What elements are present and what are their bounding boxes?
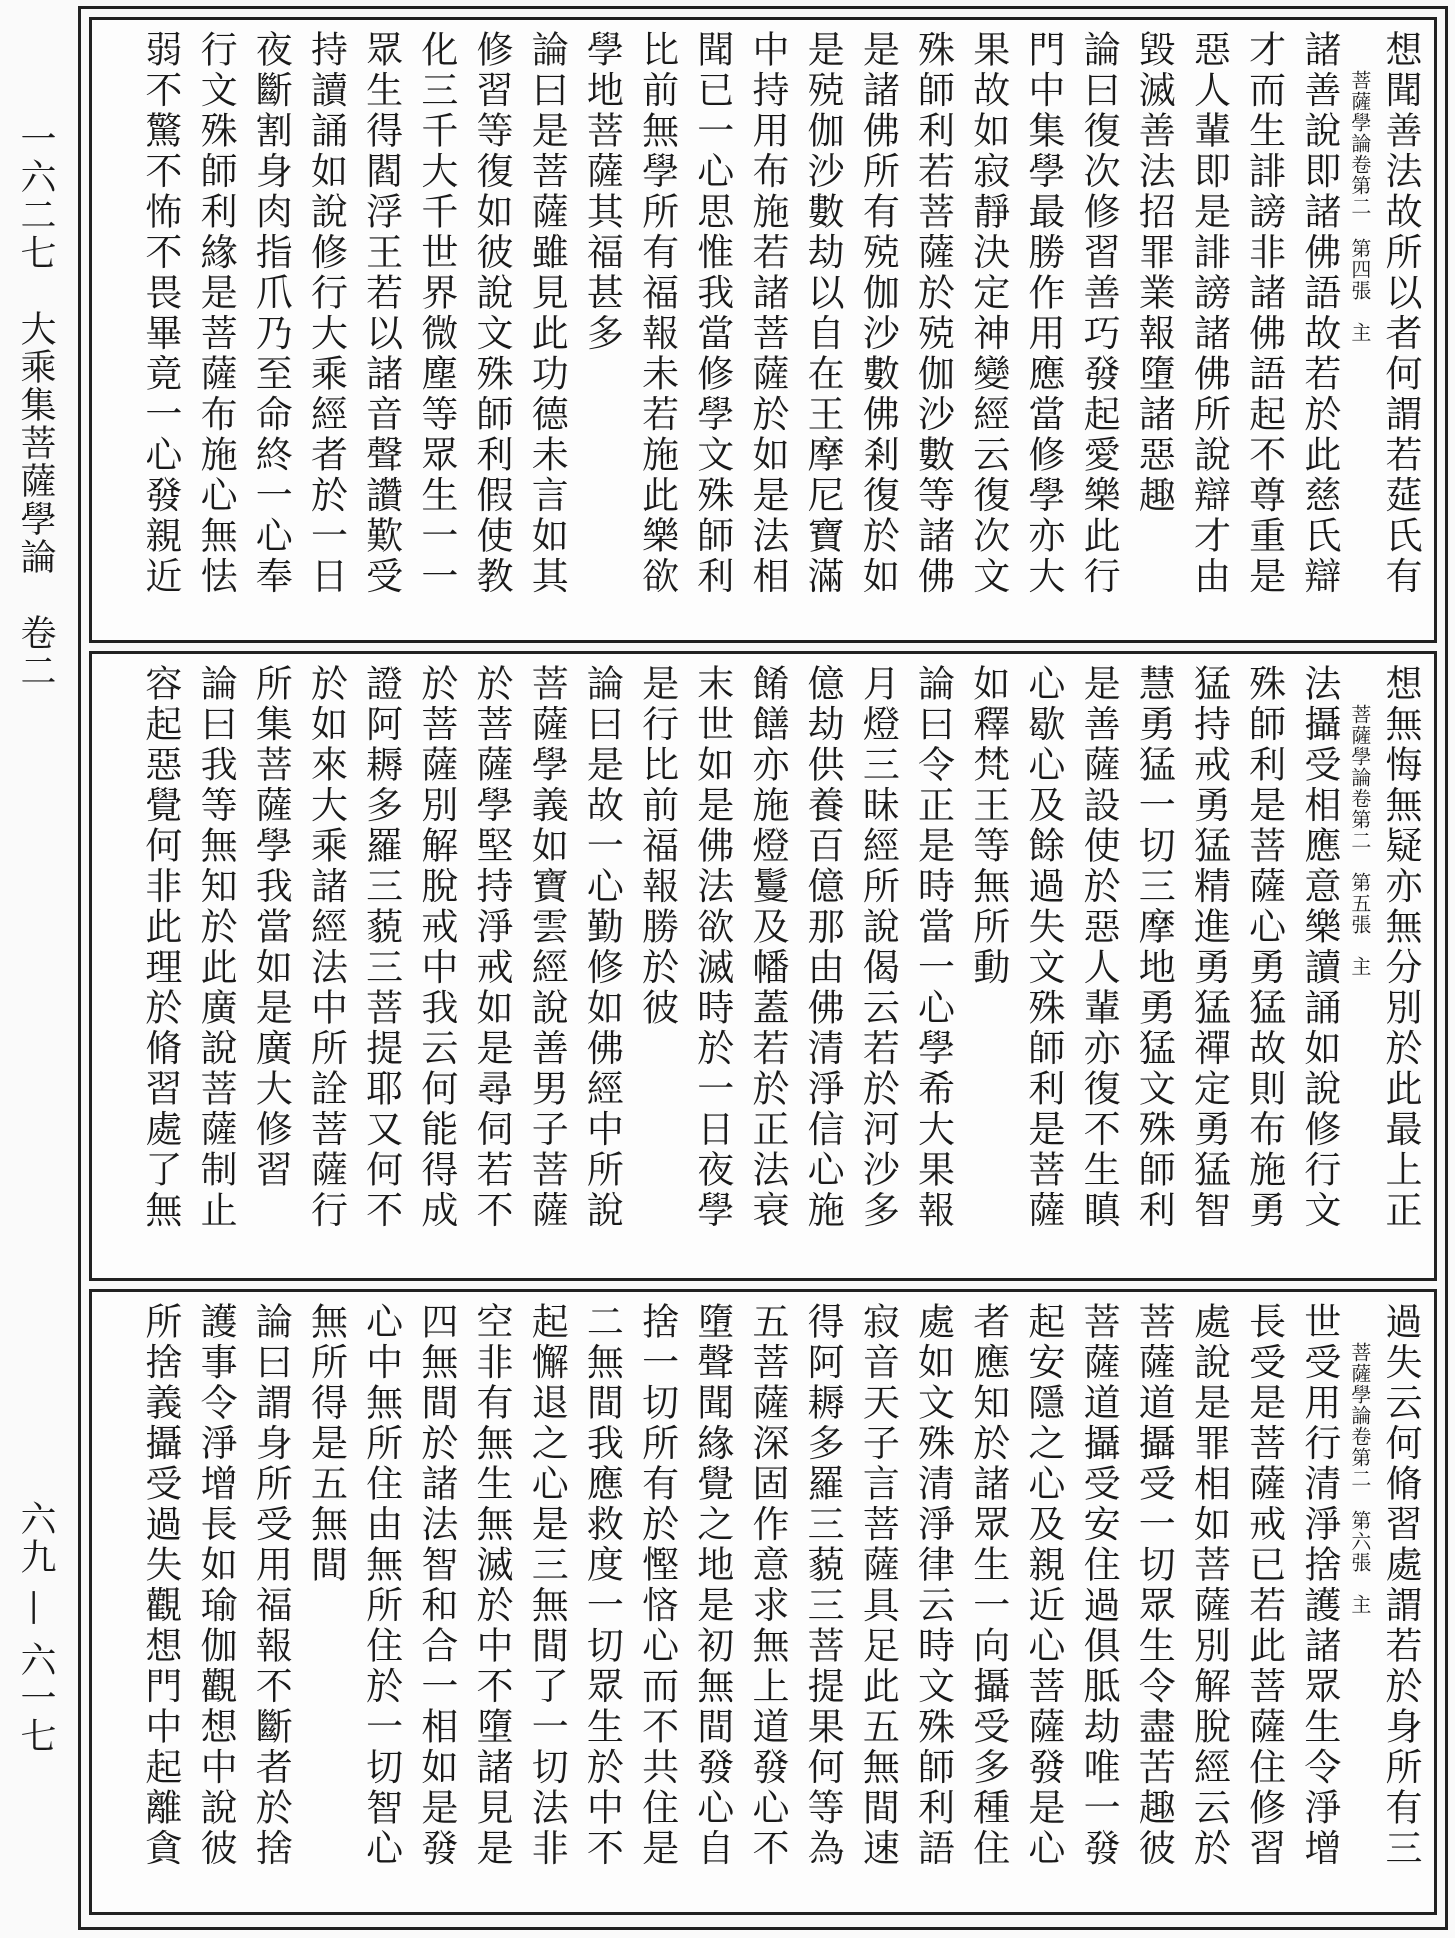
text-column: 世受用行清淨捨護諸眾生令淨增 bbox=[1297, 1302, 1341, 1869]
text-column: 才而生誹謗非諸佛語起不尊重是 bbox=[1242, 30, 1286, 597]
text-column: 毀滅善法招罪業報墮諸惡趣 bbox=[1132, 30, 1176, 516]
text-column: 法攝受相應意樂讀誦如說修行文 bbox=[1297, 664, 1341, 1231]
text-column: 弱不驚不怖不畏畢竟一心發親近 bbox=[138, 30, 182, 597]
text-column: 者應知於諸眾生一向攝受多種住 bbox=[966, 1302, 1010, 1869]
text-panel-1 bbox=[89, 17, 1437, 643]
margin-page-number: 六九 — 六一七 bbox=[15, 1500, 56, 1755]
text-column: 聞已一心思惟我當修學文殊師利 bbox=[690, 30, 734, 597]
scripture-page bbox=[78, 6, 1448, 1930]
text-column: 心歇心及餘過失文殊師利是菩薩 bbox=[1021, 664, 1065, 1231]
text-column: 墮聲聞緣覺之地是初無間發心自 bbox=[690, 1302, 734, 1869]
text-column: 菩薩學義如寶雲經說善男子菩薩 bbox=[525, 664, 569, 1231]
panel-header-note: 菩薩學論卷第二 第六張 主 bbox=[1347, 1342, 1372, 1615]
text-column: 空非有無生無滅於中不墮諸見是 bbox=[470, 1302, 513, 1869]
text-column: 論曰我等無知於此廣說菩薩制止 bbox=[194, 664, 238, 1231]
text-column: 二無間我應救度一切眾生於中不 bbox=[580, 1302, 624, 1869]
text-column: 捨一切所有於慳悋心而不共住是 bbox=[635, 1302, 679, 1869]
text-column: 化三千大千世界微塵等眾生一一 bbox=[414, 30, 458, 597]
text-column: 證阿耨多羅三藐三菩提耶又何不 bbox=[359, 664, 403, 1231]
text-column: 想無悔無疑亦無分別於此最上正 bbox=[1379, 664, 1422, 1231]
text-column: 殊師利是菩薩心勇猛故則布施勇 bbox=[1242, 664, 1286, 1231]
text-column: 所集菩薩學我當如是廣大修習 bbox=[249, 664, 293, 1191]
text-column: 論曰復次修習善巧發起愛樂此行 bbox=[1077, 30, 1121, 597]
text-column: 慧勇猛一切三摩地勇猛文殊師利 bbox=[1132, 664, 1176, 1231]
panel-header-note: 菩薩學論卷第二 第四張 主 bbox=[1347, 70, 1372, 343]
panel-1-columns bbox=[98, 30, 1428, 630]
text-column: 修習等復如彼說文殊師利假使教 bbox=[470, 30, 513, 597]
text-column: 長受是菩薩戒已若此菩薩住修習 bbox=[1242, 1302, 1286, 1869]
text-column: 處說是罪相如菩薩別解脫經云於 bbox=[1187, 1302, 1231, 1869]
text-column: 論曰令正是時當一心學希大果報 bbox=[911, 664, 955, 1231]
margin-volume-label: 一六二七 大乘集菩薩學論 卷二 bbox=[15, 120, 56, 690]
text-column: 夜斷割身肉指爪乃至命終一心奉 bbox=[249, 30, 293, 597]
text-column: 四無間於諸法智和合一相如是發 bbox=[414, 1302, 458, 1869]
text-column: 護事令淨增長如瑜伽觀想中說彼 bbox=[194, 1302, 238, 1869]
text-column: 於菩薩學堅持淨戒如是尋伺若不 bbox=[470, 664, 513, 1231]
panel-3-columns bbox=[98, 1302, 1428, 1902]
text-column: 於菩薩別解脫戒中我云何能得成 bbox=[414, 664, 458, 1231]
text-column: 五菩薩深固作意求無上道發心不 bbox=[745, 1302, 789, 1869]
text-column: 菩薩道攝受安住過俱胝劫唯一發 bbox=[1077, 1302, 1121, 1869]
text-column: 是殑伽沙數劫以自在王摩尼寶滿 bbox=[801, 30, 845, 597]
text-column: 論曰是菩薩雖見此功德未言如其 bbox=[525, 30, 569, 597]
text-column: 果故如寂靜決定神變經云復次文 bbox=[966, 30, 1010, 597]
text-column: 想聞善法故所以者何謂若莚氏有 bbox=[1379, 30, 1422, 597]
text-column: 如釋梵王等無所動 bbox=[966, 664, 1010, 988]
text-column: 菩薩道攝受一切眾生令盡苦趣彼 bbox=[1132, 1302, 1176, 1869]
text-column: 處如文殊清淨律云時文殊師利語 bbox=[911, 1302, 955, 1869]
text-column: 起懈退之心是三無間了一切法非 bbox=[525, 1302, 569, 1869]
text-column: 眾生得閻浮王若以諸音聲讚歎受 bbox=[359, 30, 403, 597]
text-column: 持讀誦如說修行大乘經者於一日 bbox=[304, 30, 348, 597]
text-column: 比前無學所有福報未若施此樂欲 bbox=[635, 30, 679, 597]
text-column: 過失云何脩習處謂若於身所有三 bbox=[1379, 1302, 1422, 1869]
text-column: 末世如是佛法欲滅時於一日夜學 bbox=[690, 664, 734, 1231]
text-panel-2 bbox=[89, 651, 1437, 1281]
text-column: 心中無所住由無所住於一切智心 bbox=[359, 1302, 403, 1869]
text-column: 論曰是故一心勤修如佛經中所說 bbox=[580, 664, 624, 1231]
text-column: 億劫供養百億那由佛清淨信心施 bbox=[801, 664, 845, 1231]
text-column: 諸善說即諸佛語故若於此慈氏辯 bbox=[1297, 30, 1341, 597]
text-column: 所捨義攝受過失觀想門中起離貪 bbox=[138, 1302, 182, 1869]
text-column: 學地菩薩其福甚多 bbox=[580, 30, 624, 354]
text-column: 容起惡覺何非此理於脩習處了無 bbox=[138, 664, 182, 1231]
text-column: 是行比前福報勝於彼 bbox=[635, 664, 679, 1029]
text-column: 門中集學最勝作用應當修學亦大 bbox=[1021, 30, 1065, 597]
text-column: 得阿耨多羅三藐三菩提果何等為 bbox=[801, 1302, 845, 1869]
text-column: 無所得是五無間 bbox=[304, 1302, 348, 1586]
panel-2-columns bbox=[98, 664, 1428, 1268]
text-panel-3 bbox=[89, 1289, 1437, 1915]
text-column: 是善薩設使於惡人輩亦復不生瞋 bbox=[1077, 664, 1121, 1231]
text-column: 惡人輩即是誹謗諸佛所說辯才由 bbox=[1187, 30, 1231, 597]
panel-header-note: 菩薩學論卷第二 第五張 主 bbox=[1347, 704, 1372, 977]
text-column: 於如來大乘諸經法中所詮菩薩行 bbox=[304, 664, 348, 1231]
text-column: 行文殊師利緣是菩薩布施心無怯 bbox=[194, 30, 238, 597]
text-column: 餚饍亦施燈鬘及幡蓋若於正法衰 bbox=[745, 664, 789, 1231]
text-column: 起安隱之心及親近心菩薩發是心 bbox=[1021, 1302, 1065, 1869]
text-column: 殊師利若菩薩於殑伽沙數等諸佛 bbox=[911, 30, 955, 597]
text-column: 猛持戒勇猛精進勇猛禪定勇猛智 bbox=[1187, 664, 1231, 1231]
text-column: 中持用布施若諸菩薩於如是法相 bbox=[745, 30, 789, 597]
text-column: 寂音天子言菩薩具足此五無間速 bbox=[856, 1302, 900, 1869]
text-column: 月燈三昧經所說偈云若於河沙多 bbox=[856, 664, 900, 1231]
text-column: 是諸佛所有殑伽沙數佛剎復於如 bbox=[856, 30, 900, 597]
text-column: 論曰謂身所受用福報不斷者於捨 bbox=[249, 1302, 293, 1869]
